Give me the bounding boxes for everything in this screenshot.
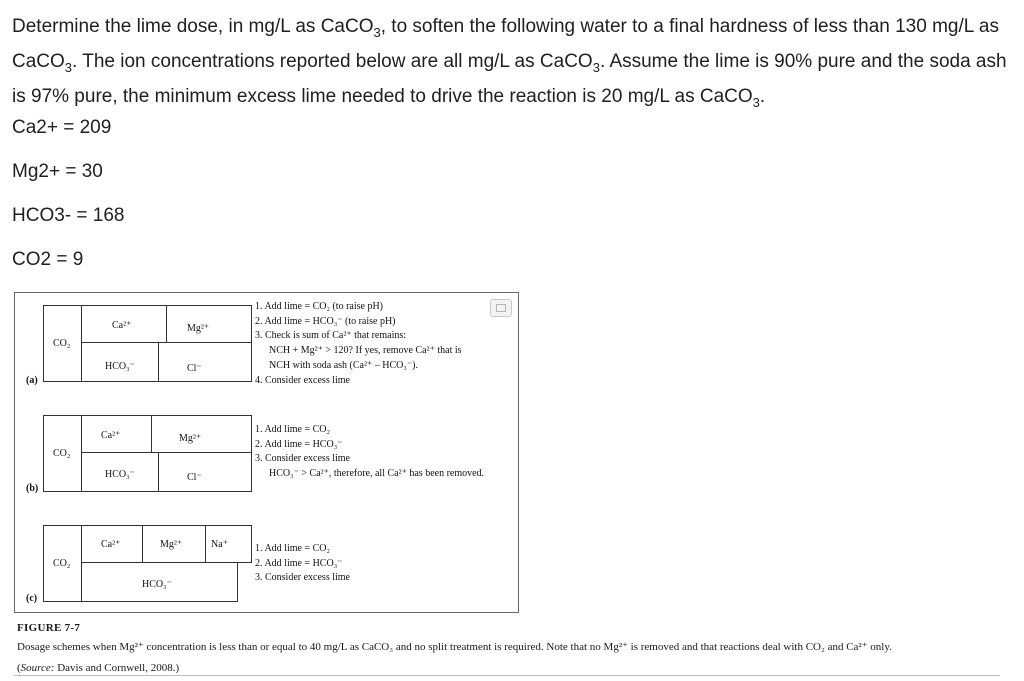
question-text: Determine the lime dose, in mg/L as CaCO$_3$, to soften the following water to a final hardness of less than 130 mg/L as CaCO$_3$. The ion concentrations reported below are all mg/L as CaCO$_3$. Assume the lime is 90% pure and the soda ash is 97% pure, the minimum excess lime needed to drive the reaction is 20 mg/L as CaCO$_3$. bbox=[12, 16, 1007, 110]
panel-a-step-2: 2. Add lime = HCO₃⁻ (to raise pH) bbox=[255, 315, 396, 327]
panel-c-ca: Ca²⁺ bbox=[101, 539, 121, 550]
panel-c-co2: CO₂ bbox=[53, 558, 71, 569]
panel-a-cl: Cl⁻ bbox=[187, 363, 202, 374]
panel-b-step-3: 3. Consider excess lime bbox=[255, 453, 350, 465]
figure-caption-text: Dosage schemes when Mg²⁺ concentration is less than or equal to 40 mg/L as CaCO₃ and no split treatment is required. Note that no Mg²⁺ is removed and that reactions deal with CO₂ and Ca²⁺ only. bbox=[17, 641, 892, 653]
panel-b-mg: Mg²⁺ bbox=[179, 433, 202, 444]
panel-a-hco3: HCO₃⁻ bbox=[105, 361, 135, 372]
panel-c-label: (c) bbox=[26, 593, 38, 604]
panel-b-co2-box bbox=[43, 415, 82, 492]
bottom-divider bbox=[14, 675, 1000, 676]
panel-c-step-1: 1. Add lime = CO₂ bbox=[255, 543, 330, 554]
figure-source: (Source: Davis and Cornwell, 2008.) bbox=[17, 662, 180, 674]
ion-bicarbonate: HCO3- = 168 bbox=[12, 205, 125, 226]
figure-7-7 bbox=[14, 292, 519, 613]
panel-a-step-3-detail-2: NCH with soda ash (Ca²⁺ – HCO₃⁻). bbox=[269, 359, 418, 371]
panel-a-ca: Ca²⁺ bbox=[112, 320, 132, 331]
panel-c-hco3: HCO₃⁻ bbox=[142, 579, 172, 590]
panel-c-divider-2 bbox=[205, 525, 206, 563]
panel-b-steps bbox=[255, 423, 484, 482]
ion-carbon-dioxide: CO2 = 9 bbox=[12, 249, 84, 270]
panel-c-co2-box bbox=[43, 525, 82, 602]
panel-a-label: (a) bbox=[26, 375, 38, 386]
panel-a-cation-divider bbox=[166, 305, 167, 343]
panel-a-co2-box bbox=[43, 305, 82, 382]
panel-c-mg: Mg²⁺ bbox=[160, 539, 183, 550]
panel-c-step-3: 3. Consider excess lime bbox=[255, 572, 350, 584]
panel-c-na: Na⁺ bbox=[211, 539, 228, 550]
panel-b-step-2: 2. Add lime = HCO₃⁻ bbox=[255, 438, 343, 450]
panel-a-step-3: 3. Check is sum of Ca²⁺ that remains: bbox=[255, 330, 407, 342]
figure-caption-title: FIGURE 7-7 bbox=[17, 622, 81, 634]
panel-a-anion-divider bbox=[158, 342, 159, 382]
panel-c-divider-1 bbox=[142, 525, 143, 563]
panel-b-ca: Ca²⁺ bbox=[101, 430, 121, 441]
panel-a-step-1: 1. Add lime = CO₂ (to raise pH) bbox=[255, 301, 383, 312]
image-expand-icon[interactable] bbox=[490, 299, 512, 317]
panel-b-cl: Cl⁻ bbox=[187, 472, 202, 483]
ion-calcium: Ca2+ = 209 bbox=[12, 117, 112, 138]
panel-c-steps bbox=[255, 542, 350, 586]
panel-c-step-2: 2. Add lime = HCO₃⁻ bbox=[255, 557, 343, 569]
panel-b-hco3: HCO₃⁻ bbox=[105, 469, 135, 480]
panel-b-cation-divider bbox=[151, 415, 152, 453]
panel-a-mg: Mg²⁺ bbox=[187, 323, 210, 334]
panel-b-co2: CO₂ bbox=[53, 448, 71, 459]
panel-b-label: (b) bbox=[26, 483, 39, 494]
ion-magnesium: Mg2+ = 30 bbox=[12, 161, 103, 182]
panel-b-step-1: 1. Add lime = CO₂ bbox=[255, 424, 330, 435]
panel-a-step-4: 4. Consider excess lime bbox=[255, 374, 350, 386]
panel-b-step-3-detail: HCO₃⁻ > Ca²⁺, therefore, all Ca²⁺ has been removed. bbox=[269, 468, 485, 480]
panel-a-steps bbox=[255, 300, 462, 388]
panel-b-anion-divider bbox=[158, 452, 159, 492]
panel-a-step-3-detail-1: NCH + Mg²⁺ > 120? If yes, remove Ca²⁺ that is bbox=[269, 345, 462, 357]
panel-a-co2: CO₂ bbox=[53, 338, 71, 349]
